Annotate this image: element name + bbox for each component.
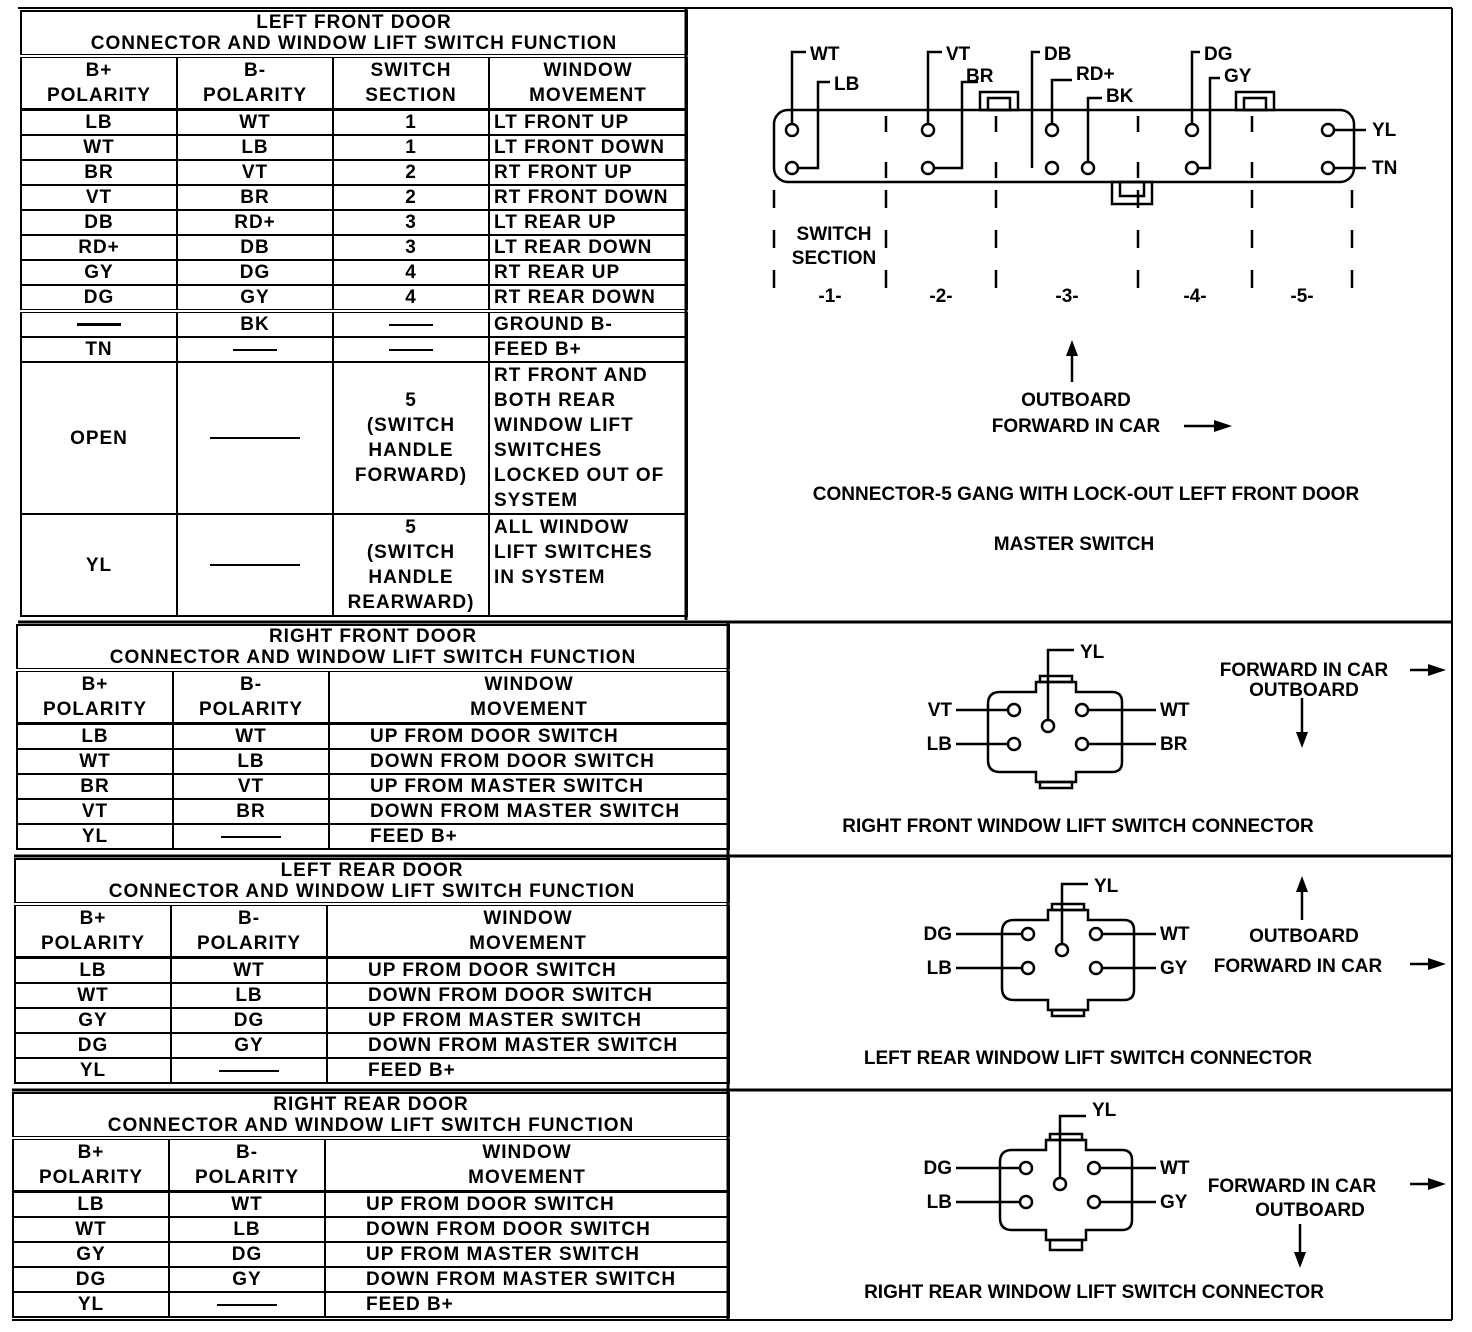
rf-wire-vt: VT — [927, 700, 952, 721]
lrd-row — [15, 1008, 729, 1033]
lfd-cell: 2 — [333, 185, 489, 210]
lfd-yl-c1: YL — [21, 514, 177, 616]
lfd-feed-c2 — [177, 337, 333, 362]
lrd-cell: WT — [15, 983, 171, 1008]
rfd-table — [16, 624, 730, 850]
lfd-row — [21, 285, 687, 311]
lrd-cell: WT — [171, 958, 327, 984]
lfd-feed-c3 — [333, 337, 489, 362]
rr-wire-gy: GY — [1160, 1192, 1188, 1213]
rrd-header-window-movement: WINDOW MOVEMENT — [325, 1138, 729, 1192]
lfd-cell: BR — [21, 160, 177, 185]
master-caption-line2: MASTER SWITCH — [993, 534, 1155, 555]
lr-wire-yl: YL — [1094, 876, 1119, 897]
rfd-feed-c2 — [173, 824, 329, 849]
master-wire-rdplus: RD+ — [1076, 64, 1115, 85]
rfd-header-window-movement: WINDOW MOVEMENT — [329, 670, 729, 724]
lfd-cell: WT — [177, 110, 333, 136]
master-wire-tn: TN — [1372, 158, 1398, 179]
rfd-feed-c3: FEED B+ — [329, 824, 729, 849]
lfd-cell: 3 — [333, 210, 489, 235]
master-section-5: -5- — [1290, 286, 1314, 307]
master-wire-br: BR — [966, 66, 994, 87]
lrd-cell: GY — [15, 1008, 171, 1033]
lfd-cell: RT REAR DOWN — [489, 285, 687, 311]
lfd-cell: RD+ — [21, 235, 177, 260]
lfd-cell: LT REAR UP — [489, 210, 687, 235]
lfd-cell: LT FRONT UP — [489, 110, 687, 136]
lfd-cell: VT — [177, 160, 333, 185]
master-wire-vt: VT — [946, 44, 971, 65]
lr-wire-lb: LB — [926, 958, 952, 979]
rf-connector-diagram — [730, 624, 1452, 856]
lrd-header-bplus: B+ POLARITY — [15, 904, 171, 958]
rrd-row — [13, 1192, 729, 1218]
lrd-title-line1: LEFT REAR DOOR — [280, 860, 464, 881]
lrd-title-line2: CONNECTOR AND WINDOW LIFT SWITCH FUNCTION — [108, 881, 636, 902]
lr-outboard-label: OUTBOARD — [1249, 926, 1359, 947]
lfd-cell: DB — [177, 235, 333, 260]
lfd-cell: LB — [177, 135, 333, 160]
rrd-cell: DOWN FROM MASTER SWITCH — [325, 1267, 729, 1292]
rrd-table — [12, 1092, 730, 1318]
lfd-row — [21, 260, 687, 285]
rfd-cell: BR — [17, 774, 173, 799]
rfd-cell: VT — [17, 799, 173, 824]
rfd-cell: LB — [173, 749, 329, 774]
master-section-2: -2- — [929, 286, 953, 307]
rrd-row — [13, 1217, 729, 1242]
lrd-cell: LB — [15, 958, 171, 984]
lrd-cell: DOWN FROM MASTER SWITCH — [327, 1033, 729, 1058]
lr-connector-diagram — [730, 858, 1452, 1090]
lfd-open-c1: OPEN — [21, 362, 177, 514]
lfd-cell: RT FRONT UP — [489, 160, 687, 185]
master-wire-dg: DG — [1204, 44, 1233, 65]
lfd-title-line2: CONNECTOR AND WINDOW LIFT SWITCH FUNCTION — [90, 33, 618, 54]
master-caption-line1: CONNECTOR-5 GANG WITH LOCK-OUT LEFT FRONT DOOR — [812, 484, 1360, 505]
master-wire-yl: YL — [1372, 120, 1397, 141]
rrd-header-bplus: B+ POLARITY — [13, 1138, 169, 1192]
rrd-cell: WT — [13, 1217, 169, 1242]
lfd-title-line1: LEFT FRONT DOOR — [256, 12, 452, 33]
lfd-cell: 2 — [333, 160, 489, 185]
rr-forward-label: FORWARD IN CAR — [1207, 1176, 1377, 1197]
rfd-table-section — [16, 624, 728, 850]
lfd-cell: LT REAR DOWN — [489, 235, 687, 260]
lfd-title — [21, 11, 687, 56]
rrd-header-bminus: B- POLARITY — [169, 1138, 325, 1192]
rf-wire-br: BR — [1160, 734, 1188, 755]
rfd-cell: DOWN FROM DOOR SWITCH — [329, 749, 729, 774]
rrd-cell: GY — [169, 1267, 325, 1292]
lfd-open-c3: 5 (SWITCH HANDLE FORWARD) — [333, 362, 489, 514]
lfd-cell: 4 — [333, 260, 489, 285]
lrd-cell: GY — [171, 1033, 327, 1058]
lrd-title — [15, 859, 729, 904]
lfd-cell: 4 — [333, 285, 489, 311]
lrd-feed-c1: YL — [15, 1058, 171, 1083]
rf-outboard-label: OUTBOARD — [1249, 680, 1359, 701]
lrd-header-bminus: B- POLARITY — [171, 904, 327, 958]
rf-forward-label: FORWARD IN CAR — [1219, 660, 1389, 681]
lrd-header-window-movement: WINDOW MOVEMENT — [327, 904, 729, 958]
lfd-yl-c3: 5 (SWITCH HANDLE REARWARD) — [333, 514, 489, 616]
lrd-row — [15, 958, 729, 984]
lrd-cell: UP FROM DOOR SWITCH — [327, 958, 729, 984]
rfd-title-line1: RIGHT FRONT DOOR — [268, 626, 478, 647]
rfd-cell: VT — [173, 774, 329, 799]
lfd-header-bminus: B- POLARITY — [177, 56, 333, 110]
lfd-cell: BR — [177, 185, 333, 210]
rrd-feed-c3: FEED B+ — [325, 1292, 729, 1317]
lfd-row — [21, 110, 687, 136]
lrd-table-section — [14, 858, 728, 1084]
rrd-title — [13, 1093, 729, 1138]
rrd-cell: LB — [169, 1217, 325, 1242]
lr-wire-dg: DG — [923, 924, 952, 945]
lfd-cell: WT — [21, 135, 177, 160]
master-wire-gy: GY — [1224, 66, 1252, 87]
lfd-cell: DG — [177, 260, 333, 285]
rrd-feed-c2 — [169, 1292, 325, 1317]
master-section-label-1: SWITCH — [796, 224, 872, 245]
lfd-open-c2 — [177, 362, 333, 514]
master-switch-diagram — [688, 10, 1468, 620]
lrd-cell: DOWN FROM DOOR SWITCH — [327, 983, 729, 1008]
lrd-cell: DG — [171, 1008, 327, 1033]
rrd-row — [13, 1267, 729, 1292]
lfd-open-c4: RT FRONT AND BOTH REAR WINDOW LIFT SWITCHES LOCKED OUT OF SYSTEM — [489, 362, 687, 514]
lfd-cell: GY — [177, 285, 333, 311]
lrd-table — [14, 858, 730, 1084]
lfd-ground-c4: GROUND B- — [489, 311, 687, 337]
rfd-title — [17, 625, 729, 670]
rr-wire-lb: LB — [926, 1192, 952, 1213]
lr-wire-wt: WT — [1160, 924, 1190, 945]
lfd-cell: 1 — [333, 135, 489, 160]
lfd-ground-c1 — [21, 311, 177, 337]
rfd-feed-c1: YL — [17, 824, 173, 849]
lrd-cell: UP FROM MASTER SWITCH — [327, 1008, 729, 1033]
rfd-cell: LB — [17, 724, 173, 750]
rrd-cell: UP FROM DOOR SWITCH — [325, 1192, 729, 1218]
rf-wire-wt: WT — [1160, 700, 1190, 721]
lfd-ground-c2: BK — [177, 311, 333, 337]
lfd-row — [21, 210, 687, 235]
lrd-cell: DG — [15, 1033, 171, 1058]
lfd-cell: RD+ — [177, 210, 333, 235]
rfd-cell: WT — [173, 724, 329, 750]
rr-caption: RIGHT REAR WINDOW LIFT SWITCH CONNECTOR — [864, 1282, 1324, 1303]
lfd-row — [21, 160, 687, 185]
rrd-cell: WT — [169, 1192, 325, 1218]
rrd-cell: LB — [13, 1192, 169, 1218]
rrd-feed-c1: YL — [13, 1292, 169, 1317]
rfd-row — [17, 774, 729, 799]
rr-wire-yl: YL — [1092, 1100, 1117, 1121]
lfd-header-switch-section: SWITCH SECTION — [333, 56, 489, 110]
master-section-label-2: SECTION — [791, 248, 877, 269]
rfd-row — [17, 749, 729, 774]
rfd-header-bplus: B+ POLARITY — [17, 670, 173, 724]
lfd-cell: DB — [21, 210, 177, 235]
lfd-row — [21, 135, 687, 160]
master-section-1: -1- — [818, 286, 842, 307]
rf-wire-yl: YL — [1080, 642, 1105, 663]
master-wire-wt: WT — [810, 44, 840, 65]
rfd-cell: DOWN FROM MASTER SWITCH — [329, 799, 729, 824]
master-wire-lb: LB — [834, 74, 860, 95]
master-section-4: -4- — [1183, 286, 1207, 307]
rrd-cell: UP FROM MASTER SWITCH — [325, 1242, 729, 1267]
lfd-table — [20, 10, 688, 617]
rf-wire-lb: LB — [926, 734, 952, 755]
rrd-title-line2: CONNECTOR AND WINDOW LIFT SWITCH FUNCTION — [107, 1115, 635, 1136]
lrd-cell: LB — [171, 983, 327, 1008]
master-wire-db: DB — [1044, 44, 1072, 65]
lfd-feed-c1: TN — [21, 337, 177, 362]
lfd-row — [21, 185, 687, 210]
rr-wire-dg: DG — [923, 1158, 952, 1179]
lfd-feed-c4: FEED B+ — [489, 337, 687, 362]
lrd-row — [15, 983, 729, 1008]
lrd-feed-c3: FEED B+ — [327, 1058, 729, 1083]
lfd-row — [21, 235, 687, 260]
lfd-cell: LB — [21, 110, 177, 136]
lr-forward-label: FORWARD IN CAR — [1213, 956, 1383, 977]
lfd-cell: 3 — [333, 235, 489, 260]
rfd-row — [17, 724, 729, 750]
rrd-cell: DG — [169, 1242, 325, 1267]
master-wire-bk: BK — [1106, 86, 1134, 107]
lfd-yl-c2 — [177, 514, 333, 616]
rr-wire-wt: WT — [1160, 1158, 1190, 1179]
rf-caption: RIGHT FRONT WINDOW LIFT SWITCH CONNECTOR — [842, 816, 1314, 837]
rrd-table-section — [12, 1092, 728, 1318]
rrd-cell: DOWN FROM DOOR SWITCH — [325, 1217, 729, 1242]
rfd-cell: BR — [173, 799, 329, 824]
master-section-3: -3- — [1055, 286, 1079, 307]
lfd-yl-c4: ALL WINDOW LIFT SWITCHES IN SYSTEM — [489, 514, 687, 616]
lfd-cell: 1 — [333, 110, 489, 136]
rrd-cell: DG — [13, 1267, 169, 1292]
rfd-title-line2: CONNECTOR AND WINDOW LIFT SWITCH FUNCTION — [109, 647, 637, 668]
lfd-cell: GY — [21, 260, 177, 285]
lfd-cell: RT FRONT DOWN — [489, 185, 687, 210]
lfd-cell: RT REAR UP — [489, 260, 687, 285]
lrd-row — [15, 1033, 729, 1058]
master-forward-label: FORWARD IN CAR — [991, 416, 1161, 437]
rr-outboard-label: OUTBOARD — [1255, 1200, 1365, 1221]
lfd-cell: DG — [21, 285, 177, 311]
rfd-cell: UP FROM DOOR SWITCH — [329, 724, 729, 750]
lfd-cell: VT — [21, 185, 177, 210]
master-outboard-label: OUTBOARD — [1021, 390, 1131, 411]
rrd-row — [13, 1242, 729, 1267]
rfd-row — [17, 799, 729, 824]
lfd-table-section — [20, 10, 686, 617]
rfd-header-bminus: B- POLARITY — [173, 670, 329, 724]
lfd-header-bplus: B+ POLARITY — [21, 56, 177, 110]
lr-wire-gy: GY — [1160, 958, 1188, 979]
rrd-title-line1: RIGHT REAR DOOR — [273, 1094, 469, 1115]
lfd-header-window-movement: WINDOW MOVEMENT — [489, 56, 687, 110]
rr-connector-diagram — [730, 1092, 1452, 1320]
rfd-cell: UP FROM MASTER SWITCH — [329, 774, 729, 799]
lfd-ground-c3 — [333, 311, 489, 337]
rrd-cell: GY — [13, 1242, 169, 1267]
lfd-cell: LT FRONT DOWN — [489, 135, 687, 160]
lr-caption: LEFT REAR WINDOW LIFT SWITCH CONNECTOR — [863, 1048, 1313, 1069]
rfd-cell: WT — [17, 749, 173, 774]
lrd-feed-c2 — [171, 1058, 327, 1083]
